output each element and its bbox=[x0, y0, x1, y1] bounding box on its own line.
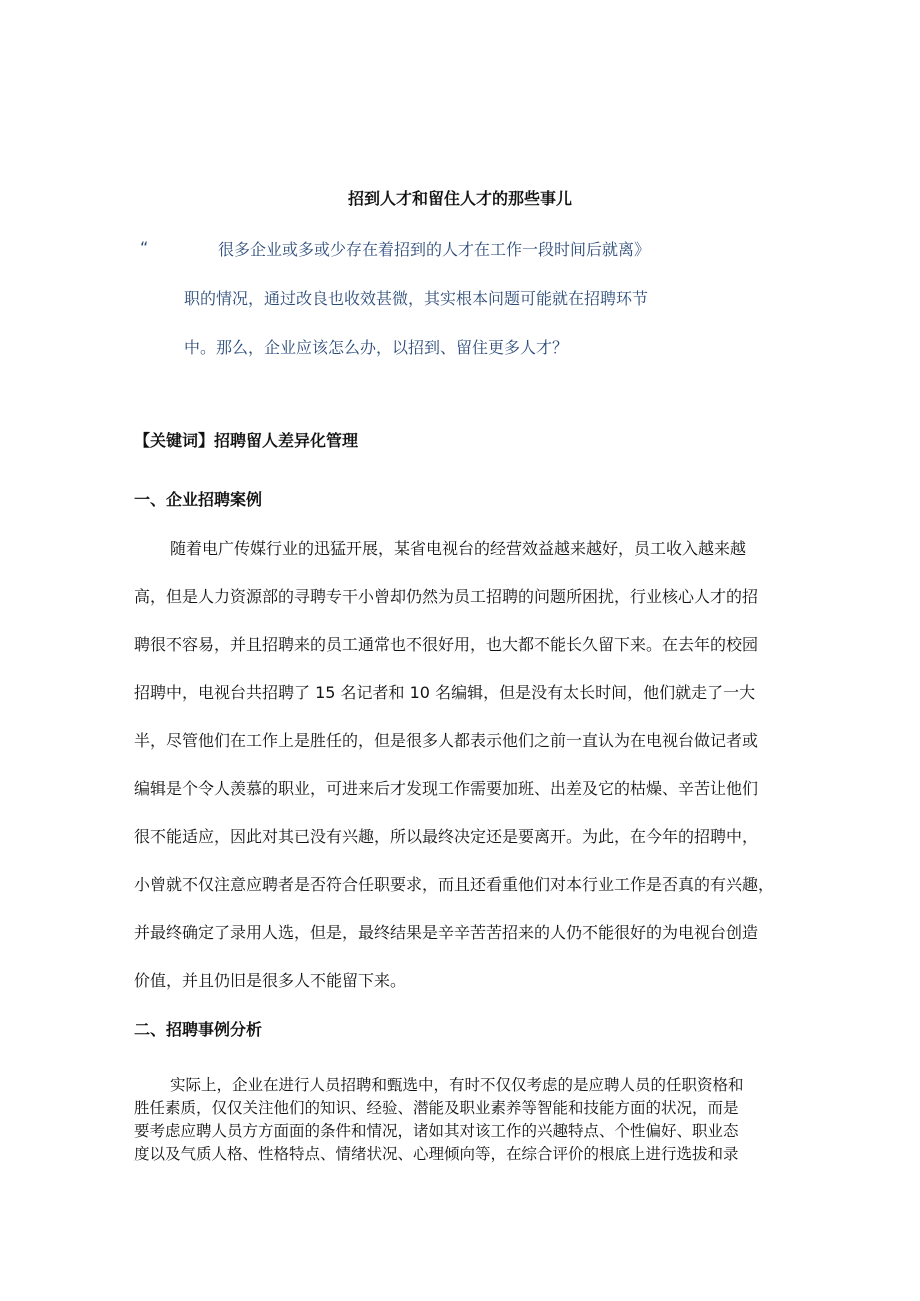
section2-line: 胜任素质，仅仅关注他们的知识、经验、潜能及职业素养等智能和技能方面的状况，而是 bbox=[134, 1099, 739, 1117]
abstract-line-2: 职的情况，通过改良也收效甚微，其实根本问题可能就在招聘环节 bbox=[184, 289, 649, 308]
section2-line: 实际上，企业在进行人员招聘和甄选中，有时不仅仅考虑的是应聘人员的任职资格和 bbox=[170, 1076, 744, 1094]
abstract-line-1: 很多企业或多或少存在着招到的人才在工作一段时间后就离》 bbox=[218, 240, 651, 259]
section1-heading: 一、企业招聘案例 bbox=[134, 490, 263, 509]
section1-line: 随着电广传媒行业的迅猛开展，某省电视台的经营效益越来越好，员工收入越来越 bbox=[170, 539, 747, 558]
page-title: 招到人才和留住人才的那些事儿 bbox=[347, 189, 572, 208]
section2-line: 要考虑应聘人员方方面面的条件和情况，诸如其对该工作的兴趣特点、个性偏好、职业态 bbox=[134, 1122, 739, 1140]
section2-line: 度以及气质人格、性格特点、情绪状况、心理倾向等，在综合评价的根底上进行选拔和录 bbox=[134, 1145, 739, 1163]
section1-line: 半，尽管他们在工作上是胜任的，但是很多人都表示他们之前一直认为在电视台做记者或 bbox=[134, 731, 759, 750]
section1-line: 高，但是人力资源部的寻聘专干小曾却仍然为员工招聘的问题所困扰，行业核心人才的招 bbox=[134, 587, 759, 606]
section1-line: 价值，并且仍旧是很多人不能留下来。 bbox=[134, 971, 407, 990]
section2-heading: 二、招聘事例分析 bbox=[134, 1020, 263, 1039]
section1-line: 很不能适应，因此对其已没有兴趣，所以最终决定还是要离开。为此，在今年的招聘中， bbox=[134, 827, 759, 846]
section1-line: 聘很不容易，并且招聘来的员工通常也不很好用，也大都不能长久留下来。在去年的校园 bbox=[134, 635, 759, 654]
section1-line: 小曾就不仅注意应聘者是否符合任职要求，而且还看重他们对本行业工作是否真的有兴趣， bbox=[134, 875, 775, 894]
section1-line: 并最终确定了录用人选，但是，最终结果是辛辛苦苦招来的人仍不能很好的为电视台创造 bbox=[134, 923, 759, 942]
section1-line: 招聘中，电视台共招聘了 15 名记者和 10 名编辑，但是没有太长时间，他们就走了一大 bbox=[134, 683, 756, 702]
section2-paragraph bbox=[134, 1074, 794, 1166]
section1-line: 编辑是个令人羡慕的职业，可进来后才发现工作需要加班、出差及它的枯燥、辛苦让他们 bbox=[134, 779, 759, 798]
abstract-line-3: 中。那么，企业应该怎么办，以招到、留住更多人才？ bbox=[184, 338, 569, 357]
keywords-line: 【关键词】招聘留人差异化管理 bbox=[134, 431, 359, 450]
quote-open-mark: “ bbox=[140, 238, 149, 257]
